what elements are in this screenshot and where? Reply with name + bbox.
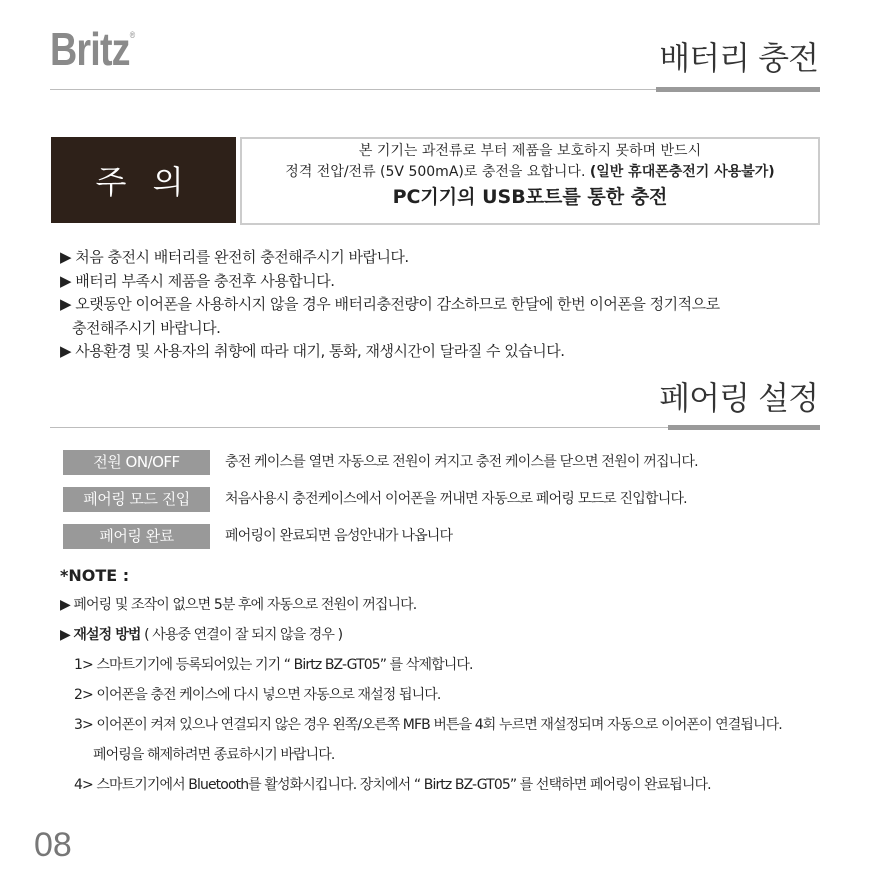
caution-line-2-text: 정격 전압/전류 (5V 500mA)로 충전을 요합니다.: [285, 164, 590, 180]
bullet-item-continued: 충전해주시기 바랍니다.: [72, 318, 221, 337]
header-accent-bar: [656, 87, 820, 92]
bullet-item: ▶ 배터리 부족시 제품을 충전후 사용합니다.: [60, 271, 335, 290]
note-step-3-continued: 페어링을 해제하려면 종료하시기 바랍니다.: [93, 747, 335, 763]
caution-label: 주 의: [51, 137, 236, 223]
caution-line-3: PC기기의 USB포트를 통한 충전: [392, 186, 668, 208]
note-line-reset: [60, 620, 840, 650]
caution-line-2: [242, 162, 818, 183]
caution-line-1: 본 기기는 과전류로 부터 제품을 보호하지 못하며 반드시: [358, 143, 702, 159]
note-step-4: 4> 스마트기기에서 Bluetooth를 활성화시킵니다. 장치에서 “ Birtz BZ-GT05” 를 선택하면 페어링이 완료됩니다.: [74, 777, 711, 793]
note-line-auto-off: ▶ 페어링 및 조작이 없으면 5분 후에 자동으로 전원이 꺼집니다.: [60, 597, 417, 613]
note-reset-condition: ( 사용중 연결이 잘 되지 않을 경우 ): [140, 627, 343, 643]
pairing-label-mode: 페어링 모드 진입: [63, 487, 210, 512]
bullet-item: ▶ 처음 충전시 배터리를 완전히 충전해주시기 바랍니다.: [60, 248, 409, 266]
pairing-desc-power: 충전 케이스를 열면 자동으로 전원이 켜지고 충전 케이스를 닫으면 전원이 꺼집니다.: [225, 454, 698, 470]
note-title: *NOTE :: [60, 566, 130, 585]
caution-line-2-bold: (일반 휴대폰충전기 사용불가): [589, 164, 775, 180]
note-step-1: 1> 스마트기기에 등록되어있는 기기 “ Birtz BZ-GT05” 를 삭제합니다.: [74, 657, 473, 673]
caution-box: [240, 137, 820, 225]
trademark-mark: ®: [129, 30, 135, 40]
logo-text: Britz: [50, 23, 130, 75]
pairing-label-complete: 페어링 완료: [63, 524, 210, 549]
brand-logo: [50, 22, 134, 76]
section-title-battery: 배터리 충전: [659, 39, 818, 77]
note-reset-title: 재설정 방법: [73, 627, 141, 643]
note-step-3: 3> 이어폰이 켜져 있으나 연결되지 않은 경우 왼쪽/오른쪽 MFB 버튼을 4회 누르면 재설정되며 자동으로 이어폰이 연결됩니다.: [74, 717, 782, 733]
note-list: [60, 590, 840, 800]
pairing-accent-bar: [668, 425, 820, 430]
battery-bullet-list: [60, 246, 840, 364]
section-title-pairing: 페어링 설정: [659, 379, 818, 417]
bullet-item: ▶ 사용환경 및 사용자의 취향에 따라 대기, 통화, 재생시간이 달라질 수 있습니다.: [60, 342, 565, 360]
pairing-label-power: 전원 ON/OFF: [63, 450, 210, 475]
bullet-item: ▶ 오랫동안 이어폰을 사용하시지 않을 경우 배터리충전량이 감소하므로 한달에 한번 이어폰을 정기적으로: [60, 295, 720, 313]
pairing-desc-complete: 페어링이 완료되면 음성안내가 나옵니다: [225, 528, 453, 544]
page-number: 08: [34, 826, 72, 864]
note-step-2: 2> 이어폰을 충전 케이스에 다시 넣으면 자동으로 재설정 됩니다.: [74, 687, 441, 703]
pairing-desc-mode: 처음사용시 충전케이스에서 이어폰을 꺼내면 자동으로 페어링 모드로 진입합니다.: [225, 491, 687, 507]
note-reset-prefix: ▶: [60, 627, 74, 643]
